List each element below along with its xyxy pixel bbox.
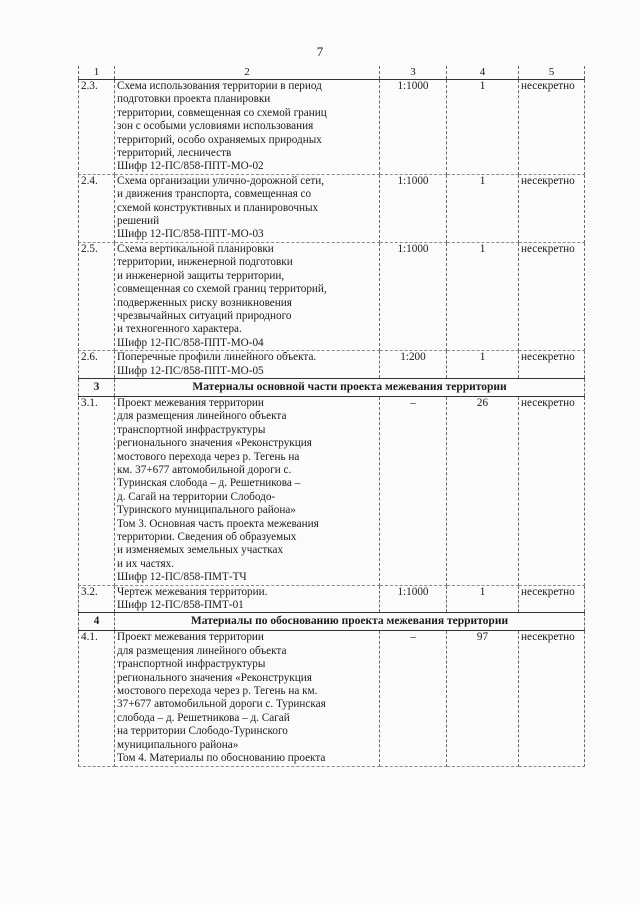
item-scale: 1:200 <box>380 351 447 379</box>
header-col-4: 4 <box>447 66 519 80</box>
page-number: 7 <box>316 44 324 59</box>
item-name: Проект межевания территории для размещения линейного объекта транспортной инфраструктуры регионального значения «Реконструкция мостового перехода через р. Тегень на км. 37+677 автомобильной дороги с. Туринская слобода – д. Решетникова – д. Сагай на территории Слободо- Туринского муниципального района» Том 3. Основная часть проекта межевания территории. Сведения об образуемых и изменяемых земельных участках и их частях. Шифр 12-ПС/858-ПМТ-ТЧ <box>115 396 380 585</box>
section-number: 4 <box>79 613 115 631</box>
table-row <box>79 631 585 766</box>
item-name: Поперечные профили линейного объекта. Шифр 12-ПС/858-ППТ-МО-05 <box>115 351 380 379</box>
table-row <box>79 80 585 175</box>
item-scale: 1:1000 <box>380 585 447 613</box>
header-col-2: 2 <box>115 66 380 80</box>
item-secrecy: несекретно <box>519 585 585 613</box>
section-row <box>79 378 585 396</box>
item-name: Схема вертикальной планировки территории, инженерной подготовки и инженерной защиты территории, совмещенная со схемой границ территорий, подверженных риску возникновения чрезвычайных ситуаций природного и техногенного характера. Шифр 12-ПС/858-ППТ-МО-04 <box>115 242 380 350</box>
item-number: 2.4. <box>79 174 115 242</box>
item-name: Схема организации улично-дорожной сети, и движения транспорта, совмещенная со схемой конструктивных и планировочных решений Шифр 12-ПС/858-ППТ-МО-03 <box>115 174 380 242</box>
item-scale: 1:1000 <box>380 242 447 350</box>
section-number: 3 <box>79 378 115 396</box>
item-scale: – <box>380 396 447 585</box>
table-row <box>79 242 585 350</box>
item-number: 2.5. <box>79 242 115 350</box>
item-secrecy: несекретно <box>519 242 585 350</box>
table-row <box>79 585 585 613</box>
item-scale: 1:1000 <box>380 80 447 175</box>
item-number: 3.2. <box>79 585 115 613</box>
item-secrecy: несекретно <box>519 351 585 379</box>
section-row <box>79 613 585 631</box>
item-secrecy: несекретно <box>519 174 585 242</box>
header-col-1: 1 <box>79 66 115 80</box>
header-col-3: 3 <box>380 66 447 80</box>
item-name: Чертеж межевания территории. Шифр 12-ПС/858-ПМТ-01 <box>115 585 380 613</box>
table-row <box>79 351 585 379</box>
item-scale: – <box>380 631 447 766</box>
item-quantity: 97 <box>447 631 519 766</box>
item-number: 2.6. <box>79 351 115 379</box>
item-secrecy: несекретно <box>519 631 585 766</box>
item-secrecy: несекретно <box>519 80 585 175</box>
item-quantity: 1 <box>447 585 519 613</box>
item-secrecy: несекретно <box>519 396 585 585</box>
section-title: Материалы основной части проекта межевания территории <box>115 378 585 396</box>
table-header-row <box>79 66 585 80</box>
documents-table <box>78 66 585 767</box>
item-quantity: 1 <box>447 242 519 350</box>
item-number: 2.3. <box>79 80 115 175</box>
table-row <box>79 174 585 242</box>
item-scale: 1:1000 <box>380 174 447 242</box>
header-col-5: 5 <box>519 66 585 80</box>
item-quantity: 1 <box>447 80 519 175</box>
item-quantity: 1 <box>447 174 519 242</box>
item-name: Проект межевания территории для размещения линейного объекта транспортной инфраструктуры регионального значения «Реконструкция мостового перехода через р. Тегень на км. 37+677 автомобильной дороги с. Туринская слобода – д. Решетникова – д. Сагай на территории Слободо-Туринского муниципального района» Том 4. Материалы по обоснованию проекта <box>115 631 380 766</box>
table-row <box>79 396 585 585</box>
item-quantity: 26 <box>447 396 519 585</box>
item-name: Схема использования территории в период подготовки проекта планировки территории, совмещенная со схемой границ зон с особыми условиями использования территорий, особо охраняемых природных территорий, лесничеств Шифр 12-ПС/858-ППТ-МО-02 <box>115 80 380 175</box>
item-number: 3.1. <box>79 396 115 585</box>
section-title: Материалы по обоснованию проекта межевания территории <box>115 613 585 631</box>
item-quantity: 1 <box>447 351 519 379</box>
item-number: 4.1. <box>79 631 115 766</box>
